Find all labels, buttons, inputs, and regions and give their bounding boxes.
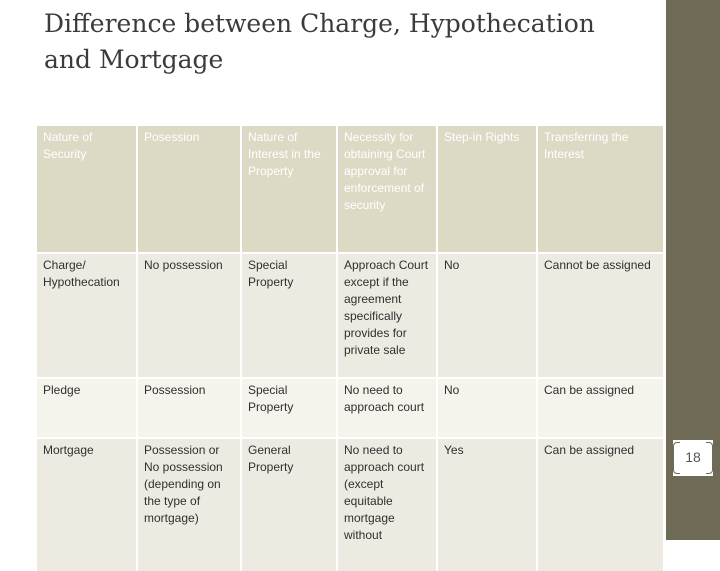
- table-cell: Possession or No possession (depending on the type of mortgage): [137, 438, 241, 571]
- comparison-table: [37, 126, 663, 571]
- table-cell: Special Property: [241, 378, 337, 438]
- table-cell: No need to approach court: [337, 378, 437, 438]
- header-cell: Step-in Rights: [437, 126, 537, 253]
- table-cell: Yes: [437, 438, 537, 571]
- table-cell: Pledge: [37, 378, 137, 438]
- table-cell: Can be assigned: [537, 378, 663, 438]
- header-cell: Transferring the Interest: [537, 126, 663, 253]
- table-cell: No: [437, 378, 537, 438]
- header-cell: Necessity for obtaining Court approval for enforcement of security: [337, 126, 437, 253]
- table-cell: No: [437, 253, 537, 378]
- header-cell: Posession: [137, 126, 241, 253]
- table-cell: Can be assigned: [537, 438, 663, 571]
- table-cell: Special Property: [241, 253, 337, 378]
- table-row: [37, 253, 663, 378]
- table-row: [37, 438, 663, 571]
- header-cell: Nature of Interest in the Property: [241, 126, 337, 253]
- table-cell: General Property: [241, 438, 337, 571]
- page-number: 18: [685, 449, 701, 465]
- table-cell: Approach Court except if the agreement specifically provides for private sale: [337, 253, 437, 378]
- table-header-row: [37, 126, 663, 253]
- table-row: [37, 378, 663, 438]
- table-cell: Cannot be assigned: [537, 253, 663, 378]
- table-cell: Charge/ Hypothecation: [37, 253, 137, 378]
- table-cell: Possession: [137, 378, 241, 438]
- slide-title: Difference between Charge, Hypothecation and Mortgage: [44, 9, 595, 74]
- header-cell: Nature of Security: [37, 126, 137, 253]
- table-cell: Mortgage: [37, 438, 137, 571]
- page-number-badge: [673, 440, 713, 476]
- table-cell: No possession: [137, 253, 241, 378]
- table-cell: No need to approach court (except equitable mortgage without: [337, 438, 437, 571]
